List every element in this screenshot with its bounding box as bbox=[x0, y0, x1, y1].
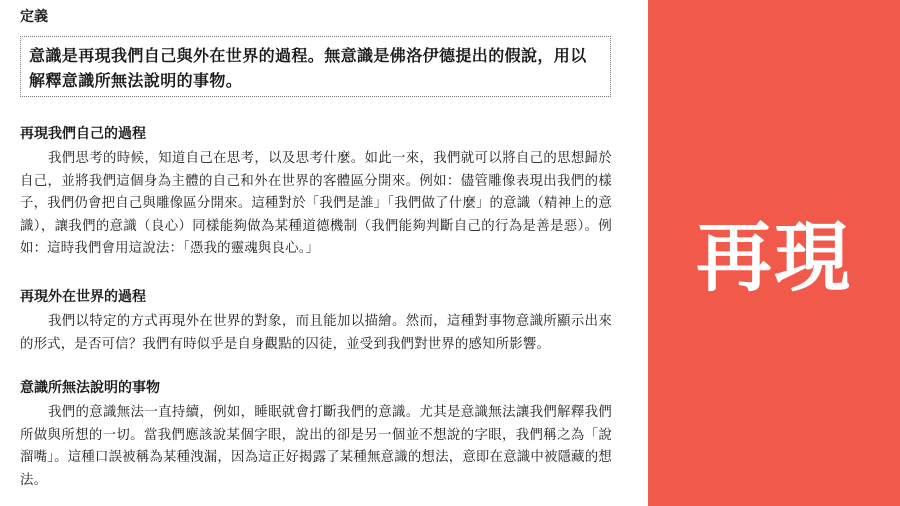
section-body-unexplained: 我們的意識無法一直持續，例如，睡眠就會打斷我們的意識。尤其是意識無法讓我們解釋我們所做與所想的一切。當我們應該說某個字眼，說出的卻是另一個並不想說的字眼，我們稱之為「說溜嘴」。這種口誤被稱為某種洩漏，因為這正好揭露了某種無意識的想法，意即在意識中被隱藏的想法。 bbox=[20, 405, 612, 488]
side-panel bbox=[648, 0, 900, 506]
section-title-self: 再現我們自己的過程 bbox=[20, 126, 146, 142]
side-panel-word: 再現 bbox=[696, 213, 852, 302]
definition-box: 意識是再現我們自己與外在世界的過程。無意識是佛洛伊德提出的假說，用以解釋意識所無法說明的事物。 bbox=[20, 36, 611, 97]
section-body-world: 我們以特定的方式再現外在世界的對象，而且能加以描繪。然而，這種對事物意識所顯示出來的形式，是否可信？我們有時似乎是自身觀點的囚徒，並受到我們對世界的感知所影響。 bbox=[20, 314, 612, 352]
section-body-self: 我們思考的時候，知道自己在思考，以及思考什麼。如此一來，我們就可以將自己的思想歸於自己，並將我們這個身為主體的自己和外在世界的客體區分開來。例如：儘管雕像表現出我們的樣子，我們仍會把自己與雕像區分開來。這種對於「我們是誰」「我們做了什麼」的意識（精神上的意識），讓我們的意識（良心）同樣能夠做為某種道德機制（我們能夠判斷自己的行為是善是惡）。例如：這時我們會用這說法：「憑我的靈魂與良心。」 bbox=[20, 151, 612, 256]
section-title-world: 再現外在世界的過程 bbox=[20, 289, 146, 305]
definition-label: 定義 bbox=[20, 9, 48, 25]
section-title-unexplained: 意識所無法說明的事物 bbox=[20, 380, 160, 396]
